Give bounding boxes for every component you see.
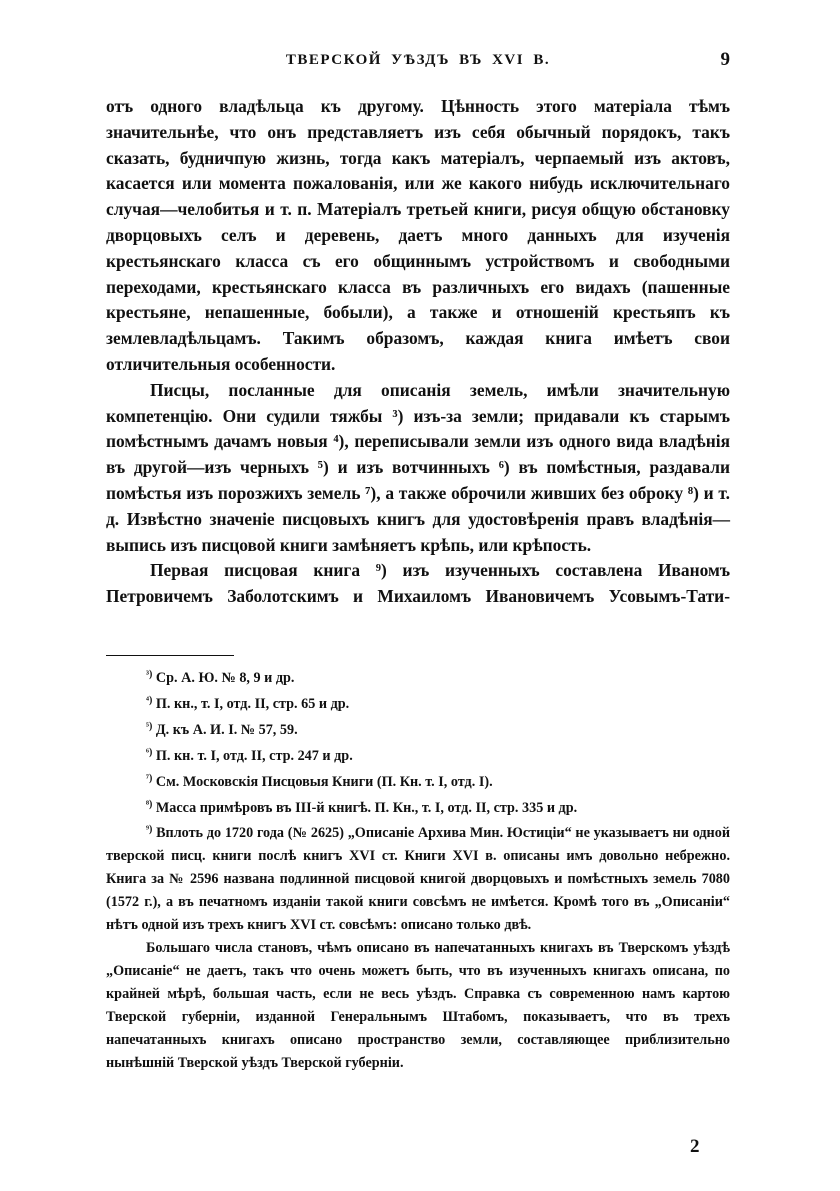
paragraph-1: отъ одного владѣльца къ другому. Цѣнность этого матеріала тѣмъ значительнѣе, что онъ представляетъ изъ себя обычный порядокъ, такъ сказать, будничпую жизнь, тогда какъ матеріалъ, черпаемый изъ актовъ, касается или момента пожалованія, или же какого нибудь исключительнаго случая—челобитья и т. п. Матеріалъ третьей книги, рисуя общую обстановку дворцовыхъ селъ и деревень, даетъ много данныхъ для изученія крестьянскаго класса съ его общиннымъ устройствомъ и свободными переходами, крестьянскаго класса въ различныхъ его видахъ (пашенные крестьяне, непашенные, бобыли), а также и отношеній крестьяпъ къ землевладѣльцамъ. Такимъ образомъ, каждая книга имѣетъ свои отличительныя особенности. (106, 96, 730, 374)
running-title: ТВЕРСКОЙ УѢЗДЪ ВЪ XVI В. (285, 52, 551, 68)
footnote-marker: ⁷) (146, 772, 153, 784)
running-head (106, 49, 730, 72)
footnote-5 (106, 716, 730, 742)
footnote-marker: ⁵) (146, 720, 153, 732)
footnote-text: См. Московскія Писцовыя Книги (П. Кн. т. I, отд. I). (155, 773, 493, 790)
footnotes (106, 664, 730, 1074)
footnote-4 (106, 690, 730, 716)
footnote-text: П. кн., т. I, отд. II, стр. 65 и др. (155, 695, 350, 712)
footnote-text: Большаго числа становъ, чѣмъ описано въ напечатанныхъ книгахъ въ Тверскомъ уѣздѣ „Описаніе“ не даетъ, такъ что очень можетъ быть, что въ изученныхъ книгахъ описана, по крайней мѣрѣ, большая часть, если не весь уѣздъ. Справка съ современною намъ картою Тверской губерніи, изданной Генеральнымъ Штабомъ, показываетъ, что въ трехъ напечатанныхъ книгахъ описано пространство земли, составляющее приблизительно нынѣшній Тверской уѣздъ Тверской губерніи. (106, 939, 730, 1071)
footnote-text: П. кн. т. I, отд. II, стр. 247 и др. (155, 747, 353, 764)
footnote-marker: ⁶) (146, 746, 153, 758)
footnote-divider (106, 655, 234, 656)
paragraph-3: Первая писцовая книга ⁹) изъ изученныхъ составлена Иваномъ Петровичемъ Заболотскимъ и Михаиломъ Ивановичемъ Усовымъ-Тати- (106, 560, 730, 607)
paragraph-2: Писцы, посланные для описанія земель, имѣли значительную компетенцію. Они судили тяжбы ³) изъ-за земли; придавали къ старымъ помѣстнымъ дачамъ новыя ⁴), переписывали земли изъ одного вида владѣнія въ другой—изъ черныхъ ⁵) и изъ вотчинныхъ ⁶) въ помѣстныя, раздавали помѣстья изъ порозжихъ земель ⁷), а также оброчили живших без оброку ⁸) и т. д. Извѣстно значеніе писцовыхъ книгъ для удостовѣренія правъ владѣнія—выпись изъ писцовой книги замѣняетъ крѣпь, или крѣпость. (106, 379, 730, 555)
page-number: 9 (720, 49, 730, 70)
footnote-7 (106, 768, 730, 794)
footnote-9-continuation (106, 937, 730, 1074)
footnote-6 (106, 742, 730, 768)
footnote-9 (106, 819, 730, 937)
footnote-marker: ⁸) (146, 798, 153, 810)
footnote-text: Масса примѣровъ въ III-й книгѣ. П. Кн., т. I, отд. II, стр. 335 и др. (155, 799, 578, 816)
footnote-8 (106, 794, 730, 820)
footnote-marker: ³) (146, 669, 153, 680)
footnote-text: Д. къ А. И. I. № 57, 59. (155, 721, 298, 738)
printer-signature-mark: 2 (690, 1136, 700, 1157)
main-text (106, 94, 730, 610)
footnote-text: Ср. А. Ю. № 8, 9 и др. (155, 670, 295, 686)
footnote-marker: ⁹) (146, 824, 153, 836)
footnote-text: Вплоть до 1720 года (№ 2625) „Описаніе Архива Мин. Юстиціи“ не указываетъ ни одной тверской писц. книги послѣ книгъ XVI ст. Книги XVI в. описаны имъ довольно небрежно. Книга за № 2596 названа подлинной писцовой книгой дворцовыхъ и помѣстныхъ земель 7080 (1572 г.), а въ печатномъ изданіи такой книги совсѣмъ не имѣется. Кромѣ того въ „Описаніи“ нѣтъ одной изъ трехъ книгъ XVI ст. совсѣмъ: описано только двѣ. (106, 825, 730, 934)
footnote-3 (106, 664, 730, 690)
footnote-marker: ⁴) (146, 694, 153, 706)
